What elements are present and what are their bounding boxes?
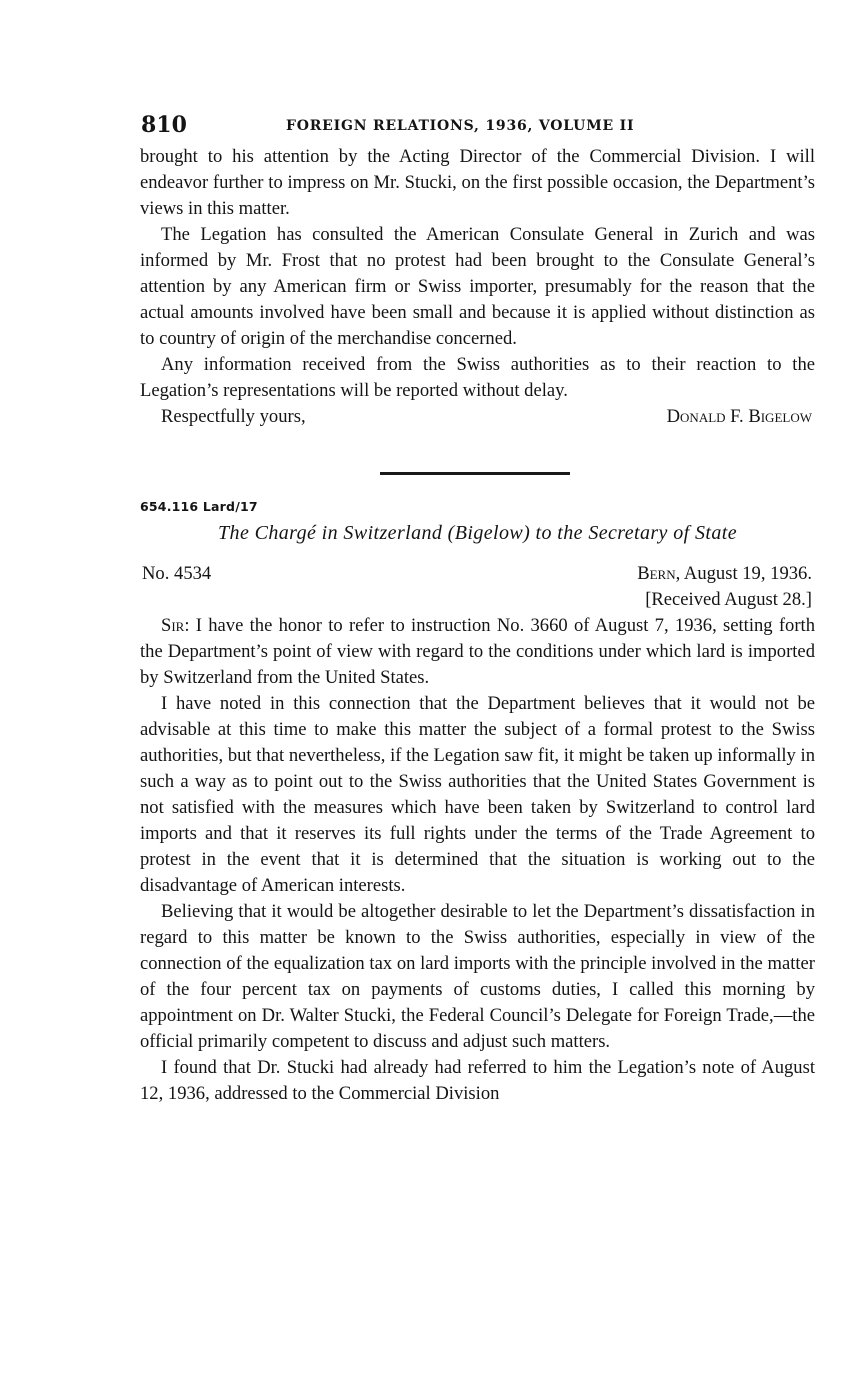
received-date: [Received August 28.] (645, 589, 812, 610)
document-page (140, 108, 815, 1107)
paragraph-salutation-text: : I have the honor to refer to instruction No. 3660 of August 7, 1936, setting forth the Department’s point of view with regard to the conditions under which lard is imported by Switzerland from the United States. (140, 615, 815, 688)
document-title: The Chargé in Switzerland (Bigelow) to the Secretary of State (218, 522, 737, 544)
salutation: Sir (161, 615, 185, 636)
dateline-date: , August 19, 1936. (675, 563, 812, 584)
paragraph-stucki-meeting: Believing that it would be altogether desirable to let the Department’s dissatisfaction in regard to this matter be known to the Swiss authorities, especially in view of the connection of the equalization tax on lard imports with the principle involved in the matter of the four percent tax on payments of customs duties, I called this morning by appointment on Dr. Walter Stucki, the Federal Council’s Delegate for Foreign Trade,—the official primarily competent to discuss and adjust such matters. (140, 901, 815, 1052)
document-number: No. 4534 (142, 563, 212, 584)
signature: Donald F. Bigelow (666, 406, 812, 427)
running-title: FOREIGN RELATIONS, 1936, VOLUME II (286, 118, 635, 134)
section-divider (380, 472, 570, 475)
paragraph-legation-note: I found that Dr. Stucki had already had referred to him the Legation’s note of August 12, 1936, addressed to the Commercial Division (140, 1057, 815, 1104)
paragraph-continuation: brought to his attention by the Acting Director of the Commercial Division. I will endeavor further to impress on Mr. Stucki, on the first possible occasion, the Department’s views in this matter. (140, 146, 815, 219)
document-header (140, 561, 815, 587)
paragraph-information: Any information received from the Swiss authorities as to their reaction to the Legation’s representations will be reported without delay. (140, 354, 815, 401)
dateline (637, 561, 812, 587)
paragraph-salutation (140, 613, 815, 691)
running-head (140, 108, 815, 144)
closing-line (140, 404, 815, 430)
paragraph-department-view: I have noted in this connection that the Department believes that it would not be advisable at this time to make this matter the subject of a formal protest to the Swiss authorities, but that nevertheless, if the Legation saw fit, it might be taken up informally in such a way as to point out to the Swiss authorities that the United States Government is not satisfied with the measures which have been taken by Switzerland to control lard imports and that it reserves its full rights under the terms of the Trade Agreement to protest in the event that it is determined that the situation is working out to the disadvantage of American interests. (140, 693, 815, 896)
paragraph-consulate: The Legation has consulted the American Consulate General in Zurich and was informed by Mr. Frost that no protest had been brought to the Consulate General’s attention by any American firm or Swiss importer, presumably for the reason that the actual amounts involved have been small and because it is applied without distinction as to country of origin of the merchandise concerned. (140, 224, 815, 349)
dateline-place: Bern (637, 563, 676, 584)
complimentary-close: Respectfully yours, (161, 406, 306, 427)
page-number: 810 (141, 112, 187, 138)
file-reference: 654.116 Lard/17 (140, 499, 258, 514)
